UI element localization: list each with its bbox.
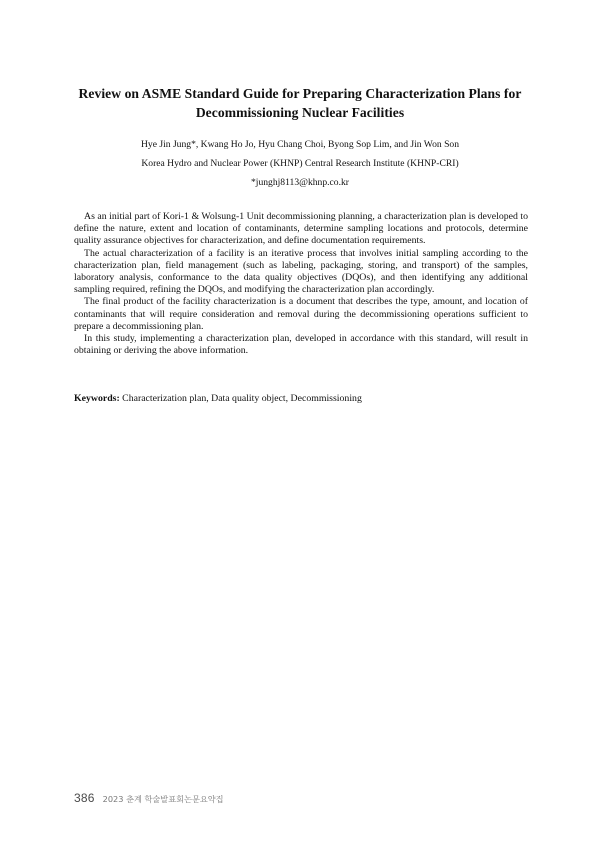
keywords-line bbox=[74, 393, 528, 405]
title-line-1: Review on ASME Standard Guide for Preparing Characterization Plans for bbox=[78, 86, 522, 101]
page-footer bbox=[74, 791, 224, 807]
page-number: 386 bbox=[74, 791, 95, 805]
keywords-text: Characterization plan, Data quality object, Decommissioning bbox=[119, 393, 362, 404]
affiliation: Korea Hydro and Nuclear Power (KHNP) Central Research Institute (KHNP-CRI) bbox=[141, 158, 459, 169]
abstract-paragraph-2: The actual characterization of a facility is an iterative process that involves initial sampling according to the characterization plan, field management (such as labeling, packaging, storing, and transport) of the samples, laboratory analysis, conformance to the data quality objectives (DQOs), and then identifying any additional sampling required, refining the DQOs, and modifying the characterization plan accordingly. bbox=[74, 247, 528, 296]
abstract-paragraph-4: In this study, implementing a characterization plan, developed in accordance with this standard, will result in obtaining or deriving the above information. bbox=[74, 333, 528, 357]
title-line-2: Decommissioning Nuclear Facilities bbox=[195, 105, 405, 120]
contact-email: *junghj8113@khnp.co.kr bbox=[250, 177, 349, 188]
abstract-paragraph-1: As an initial part of Kori-1 & Wolsung-1 Unit decommissioning planning, a characterization plan is developed to define the nature, extent and location of contaminants, determine sampling locations and protocols, determine quality assurance objectives for characterization, and define documentation requirements. bbox=[74, 211, 528, 247]
abstract bbox=[74, 211, 528, 357]
keywords-label: Keywords: bbox=[74, 393, 120, 404]
author-list: Hye Jin Jung*, Kwang Ho Jo, Hyu Chang Choi, Byong Sop Lim, and Jin Won Son bbox=[140, 139, 460, 150]
proceedings-name: 2023 춘계 학술발표회논문요약집 bbox=[102, 794, 224, 804]
abstract-paragraph-3: The final product of the facility characterization is a document that describes the type, amount, and location of contaminants that will require consideration and removal during the decommissioning operations sufficient to prepare a decommissioning plan. bbox=[74, 296, 528, 332]
paper-title bbox=[40, 84, 560, 122]
